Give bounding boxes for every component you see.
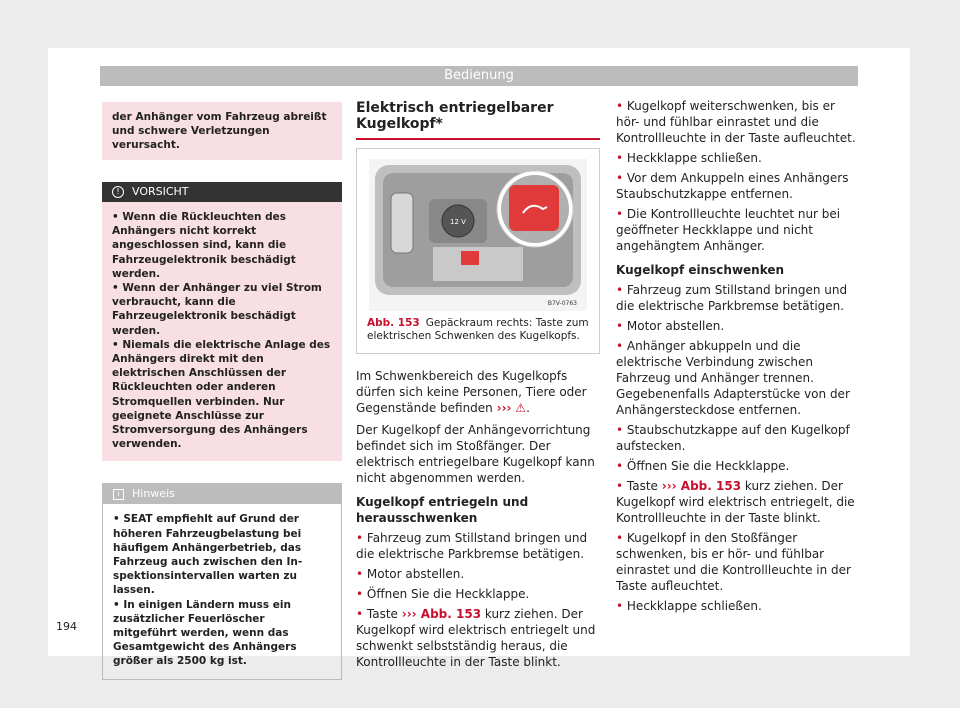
figure-box (356, 148, 600, 354)
subheading: Kugelkopf einschwenken (616, 263, 785, 277)
list-item: • Heckklappe schließen. (616, 599, 762, 613)
body-text (356, 368, 600, 670)
socket-label: 12 V (450, 218, 466, 226)
paragraph: Im Schwenkbereich des Kugelkopfs dürfen sich keine Personen, Tiere oder Gegenstände befinden ››› ⚠. (356, 369, 587, 415)
trunk-button-illustration (369, 159, 587, 311)
list-item: • Taste ››› Abb. 153 kurz ziehen. Der Kugelkopf wird elektrisch entriegelt und schwenkt selbstständig heraus, die Kontrollleuchte in der Taste blinkt. (356, 607, 596, 669)
paragraph: Der Kugelkopf der Anhängevorrichtung befindet sich im Stoßfänger. Der elektrisch entriegelbare Kugelkopf kann nicht abgenommen werden. (356, 423, 595, 485)
column-right (616, 96, 860, 618)
list-item: • Heckklappe schließen. (616, 151, 762, 165)
info-icon: i (113, 489, 124, 500)
list-item: • Fahrzeug zum Stillstand bringen und die elektrische Parkbremse betätigen. (356, 531, 588, 561)
page (48, 48, 910, 669)
hinweis-title: Hinweis (132, 487, 175, 501)
list-item: • Öffnen Sie die Heckklappe. (356, 587, 530, 601)
section-title: Elektrisch entriegelbarer Kugelkopf* (356, 96, 600, 140)
vorsicht-title: VORSICHT (132, 185, 189, 198)
caution-icon: ! (112, 186, 124, 198)
figure-code: B7V-0763 (547, 300, 577, 307)
column-left (102, 96, 342, 680)
list-item: • Kugelkopf in den Stoßfänger schwenken, bis er hör- und fühlbar einrastet und die Kontrollleuchte in der Taste aufleuchtet. (616, 531, 851, 593)
hinweis-box (102, 483, 342, 679)
figure-reference[interactable]: ››› Abb. 153 (401, 607, 482, 621)
list-item: • Motor abstellen. (616, 319, 725, 333)
list-item: • Öffnen Sie die Heckklappe. (616, 459, 790, 473)
list-item: • Die Kontrollleuchte leuchtet nur bei geöffneter Heckklappe und nicht angehängtem Anhänger. (616, 207, 841, 253)
body-text (616, 98, 860, 614)
running-header: Bedienung (100, 66, 858, 86)
list-item: • SEAT empfiehlt auf Grund der höheren Fahrzeugbelastung bei häufigem Anhängerbetrieb, das Fahrzeug auch zwischen den Inspektionsintervallen warten zu lassen. (113, 513, 303, 597)
hinweis-body (103, 504, 341, 678)
vorsicht-body (102, 202, 342, 461)
subheading: Kugelkopf entriegeln und herausschwenken (356, 495, 529, 525)
list-item: • Niemals die elektrische Anlage des Anhängers direkt mit den elektrischen Anschlüssen der Rückleuchten oder anderen Stromquellen verbinden. Nur geeignete Anschlüsse zur Stromversorgung des Anhängers verwenden. (112, 338, 331, 451)
vorsicht-header (102, 182, 342, 202)
warning-continuation: der Anhänger vom Fahrzeug abreißt und schwere Verletzungen verursacht. (102, 102, 342, 160)
vorsicht-box (102, 182, 342, 461)
hinweis-header (103, 484, 341, 504)
list-item: • Staubschutzkappe auf den Kugelkopf aufstecken. (616, 423, 850, 453)
figure-reference[interactable]: ››› Abb. 153 (661, 479, 742, 493)
list-item: • Motor abstellen. (356, 567, 465, 581)
list-item: • Fahrzeug zum Stillstand bringen und die elektrische Parkbremse betätigen. (616, 283, 848, 313)
caption-number: Abb. 153 (367, 317, 420, 329)
page-number: 194 (56, 620, 77, 633)
list-item: • Wenn die Rückleuchten des Anhängers nicht korrekt angeschlossen sind, kann die Fahrzeugelektronik beschädigt werden. (112, 211, 296, 280)
warning-triangle-icon: ⚠ (515, 401, 527, 415)
list-item: • Anhänger abkuppeln und die elektrische Verbindung zwischen Fahrzeug und Anhänger trennen. Gegebenenfalls Adapterstücke von der Anhängersteckdose entfernen. (616, 339, 850, 417)
list-item: • Vor dem Ankuppeln eines Anhängers Staubschutzkappe entfernen. (616, 171, 849, 201)
figure-caption (357, 311, 599, 353)
list-item: • Taste ››› Abb. 153 kurz ziehen. Der Kugelkopf wird elektrisch entriegelt, die Kontrollleuchte in der Taste blinkt. (616, 479, 855, 525)
caption-text: Gepäckraum rechts: Taste zum elektrischen Schwenken des Kugelkopfs. (367, 317, 589, 342)
list-item: • Kugelkopf weiterschwenken, bis er hör- und fühlbar einrastet und die Kontrollleuchte in der Taste aufleuchtet. (616, 99, 856, 145)
column-middle (356, 96, 600, 674)
list-item: • Wenn der Anhänger zu viel Strom verbraucht, kann die Fahrzeugelektronik beschädigt werden. (112, 282, 322, 337)
list-item: • In einigen Ländern muss ein zusätzlicher Feuerlöscher mitgeführt werden, wenn das Gesamtgewicht des Anhängers größer als 2500 kg ist. (113, 598, 297, 668)
cross-reference[interactable]: ››› (496, 401, 512, 415)
